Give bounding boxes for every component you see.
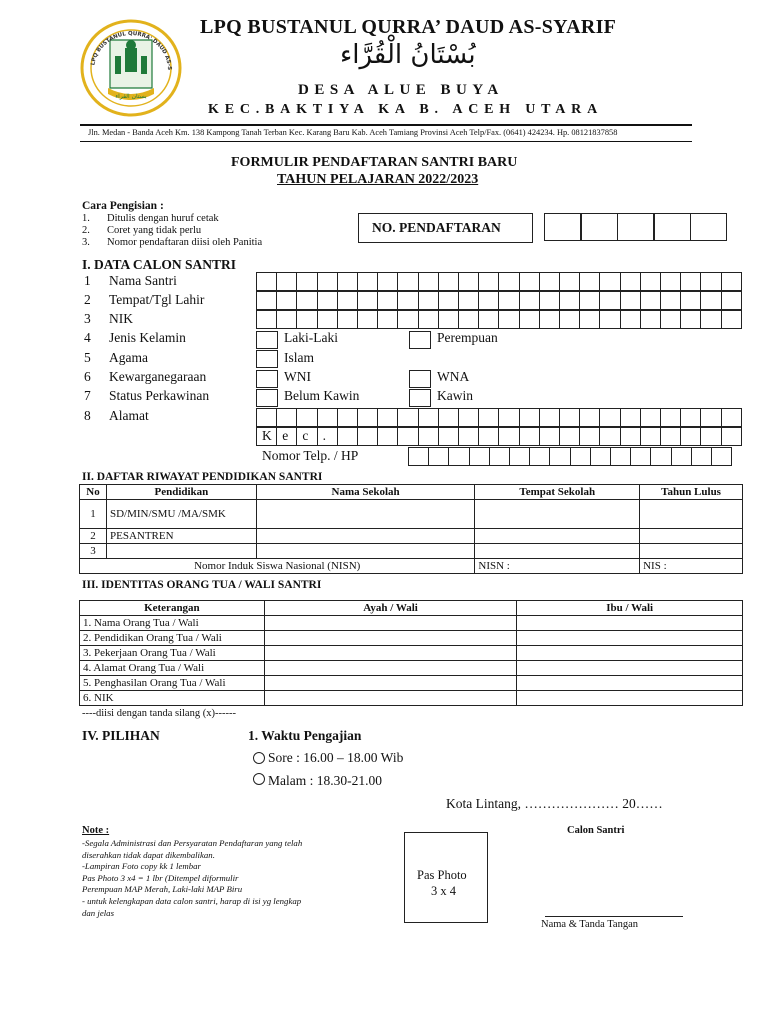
address-char-cell[interactable] xyxy=(721,408,742,427)
phone-char-cell[interactable] xyxy=(529,447,550,466)
nik-char-cell[interactable] xyxy=(458,310,479,329)
registration-digit-cell[interactable] xyxy=(581,213,618,241)
name-char-cell[interactable] xyxy=(256,272,277,291)
note-line: diserahkan tidak dapat dikembalikan. xyxy=(82,849,215,860)
instruction-num-3: 3. xyxy=(82,237,90,248)
name-char-cell[interactable] xyxy=(397,272,418,291)
address-char-cell[interactable] xyxy=(256,408,277,427)
district-char-cell[interactable] xyxy=(660,427,681,446)
nik-char-cell[interactable] xyxy=(721,310,742,329)
field-number: 2 xyxy=(84,292,91,307)
address-char-cell[interactable] xyxy=(357,408,378,427)
address-char-cell[interactable] xyxy=(397,408,418,427)
birth-char-cell[interactable] xyxy=(438,291,459,310)
name-char-cell[interactable] xyxy=(317,272,338,291)
nik-char-cell[interactable] xyxy=(438,310,459,329)
birth-char-cell[interactable] xyxy=(256,291,277,310)
nik-char-cell[interactable] xyxy=(337,310,358,329)
name-char-cell[interactable] xyxy=(579,272,600,291)
address-char-cell[interactable] xyxy=(478,408,499,427)
nik-char-cell[interactable] xyxy=(296,310,317,329)
address-char-cell[interactable] xyxy=(377,408,398,427)
instruction-text-2: Coret yang tidak perlu xyxy=(107,225,202,236)
phone-char-cell[interactable] xyxy=(671,447,692,466)
afternoon-radio[interactable] xyxy=(253,752,265,764)
district-char-cell[interactable] xyxy=(579,427,600,446)
photo-label: Pas Photo xyxy=(417,868,467,882)
edu-row-place[interactable] xyxy=(475,500,640,529)
phone-char-cell[interactable] xyxy=(650,447,671,466)
parent-row-label: 3. Pekerjaan Orang Tua / Wali xyxy=(80,646,265,661)
district-char-cell[interactable] xyxy=(478,427,499,446)
nik-char-cell[interactable] xyxy=(478,310,499,329)
wni-label: WNI xyxy=(284,369,311,384)
school-logo xyxy=(80,18,182,118)
district-prefix-letter: e xyxy=(282,428,289,443)
registration-digit-cell[interactable] xyxy=(654,213,691,241)
name-char-cell[interactable] xyxy=(478,272,499,291)
parent-row-label: 6. NIK xyxy=(80,691,265,706)
district-char-cell[interactable] xyxy=(599,427,620,446)
address-char-cell[interactable] xyxy=(700,408,721,427)
edu-row-year[interactable] xyxy=(640,544,743,559)
nik-char-cell[interactable] xyxy=(397,310,418,329)
birth-char-cell[interactable] xyxy=(519,291,540,310)
nik-char-cell[interactable] xyxy=(418,310,439,329)
nis-field[interactable]: NIS : xyxy=(640,559,743,574)
field-label: Tempat/Tgl Lahir xyxy=(109,292,205,307)
logo-ring-text: LPQ BUSTANUL QURRA' DAUD AS-S xyxy=(90,30,173,71)
phone-char-cell[interactable] xyxy=(570,447,591,466)
address-char-cell[interactable] xyxy=(296,408,317,427)
edu-header-place: Tempat Sekolah xyxy=(475,485,640,500)
islam-checkbox[interactable] xyxy=(256,350,278,368)
note-line: Perempuan MAP Merah, Laki-laki MAP Biru xyxy=(82,884,243,895)
name-char-cell[interactable] xyxy=(458,272,479,291)
phone-char-cell[interactable] xyxy=(630,447,651,466)
address-char-cell[interactable] xyxy=(660,408,681,427)
nisn-label: Nomor Induk Siswa Nasional (NISN) xyxy=(80,559,475,574)
address-char-cell[interactable] xyxy=(438,408,459,427)
edu-row-year[interactable] xyxy=(640,500,743,529)
note-line: - untuk kelengkapan data calon santri, harap di isi yg lengkap xyxy=(82,896,302,906)
registration-digit-cell[interactable] xyxy=(690,213,727,241)
logo-banner-text: بستان القراء xyxy=(115,93,147,100)
name-char-cell[interactable] xyxy=(498,272,519,291)
name-char-cell[interactable] xyxy=(700,272,721,291)
name-char-cell[interactable] xyxy=(418,272,439,291)
birth-char-cell[interactable] xyxy=(700,291,721,310)
islam-label: Islam xyxy=(284,350,314,365)
birth-char-cell[interactable] xyxy=(418,291,439,310)
mother-field[interactable] xyxy=(517,616,743,631)
nik-char-cell[interactable] xyxy=(620,310,641,329)
district-name: KEC.BAKTIYA KA B. ACEH UTARA xyxy=(208,102,604,117)
parent-row-label: 4. Alamat Orang Tua / Wali xyxy=(80,661,265,676)
phone-char-cell[interactable] xyxy=(448,447,469,466)
district-char-cell[interactable] xyxy=(498,427,519,446)
edu-row-school[interactable] xyxy=(256,529,475,544)
signature-line[interactable] xyxy=(545,916,683,917)
father-field[interactable] xyxy=(264,661,517,676)
name-char-cell[interactable] xyxy=(539,272,560,291)
name-char-cell[interactable] xyxy=(519,272,540,291)
birth-char-cell[interactable] xyxy=(680,291,701,310)
name-char-cell[interactable] xyxy=(620,272,641,291)
note-line: -Lampiran Foto copy kk 1 lembar xyxy=(82,861,201,872)
father-field[interactable] xyxy=(264,631,517,646)
nik-char-cell[interactable] xyxy=(539,310,560,329)
edu-header-year: Tahun Lulus xyxy=(640,485,743,500)
nik-char-cell[interactable] xyxy=(357,310,378,329)
note-line: -Segala Administrasi dan Persyaratan Pendaftaran yang telah xyxy=(82,838,303,848)
wna-checkbox[interactable] xyxy=(409,370,431,388)
field-number: 6 xyxy=(84,369,91,384)
wna-label: WNA xyxy=(437,369,470,384)
nik-char-cell[interactable] xyxy=(559,310,580,329)
female-checkbox[interactable] xyxy=(409,331,431,349)
address-char-cell[interactable] xyxy=(337,408,358,427)
address-char-cell[interactable] xyxy=(579,408,600,427)
evening-label: Malam : 18.30-21.00 xyxy=(268,773,382,788)
district-char-cell[interactable] xyxy=(397,427,418,446)
name-char-cell[interactable] xyxy=(296,272,317,291)
name-signature-label: Nama & Tanda Tangan xyxy=(541,919,638,930)
married-checkbox[interactable] xyxy=(409,389,431,407)
edu-header-level: Pendidikan xyxy=(106,485,256,500)
district-prefix-letter: c xyxy=(302,428,309,443)
name-char-cell[interactable] xyxy=(680,272,701,291)
parent-row-label: 2. Pendidikan Orang Tua / Wali xyxy=(80,631,265,646)
name-char-cell[interactable] xyxy=(337,272,358,291)
district-char-cell[interactable] xyxy=(721,427,742,446)
section2-heading: II. DAFTAR RIWAYAT PENDIDIKAN SANTRI xyxy=(82,471,323,483)
name-char-cell[interactable] xyxy=(559,272,580,291)
district-char-cell[interactable] xyxy=(620,427,641,446)
parent-row-label: 5. Penghasilan Orang Tua / Wali xyxy=(80,676,265,691)
parent-header-desc: Keterangan xyxy=(80,601,265,616)
birth-char-cell[interactable] xyxy=(620,291,641,310)
district-char-cell[interactable] xyxy=(519,427,540,446)
male-label: Laki-Laki xyxy=(284,330,338,345)
father-field[interactable] xyxy=(264,691,517,706)
birth-char-cell[interactable] xyxy=(478,291,499,310)
edu-row-level: PESANTREN xyxy=(106,529,256,544)
nik-char-cell[interactable] xyxy=(317,310,338,329)
district-char-cell[interactable] xyxy=(357,427,378,446)
address-char-cell[interactable] xyxy=(418,408,439,427)
field-label: Status Perkawinan xyxy=(109,388,210,403)
nik-char-cell[interactable] xyxy=(640,310,661,329)
parent-header-father: Ayah / Wali xyxy=(264,601,517,616)
edu-row-level xyxy=(106,544,256,559)
birth-char-cell[interactable] xyxy=(377,291,398,310)
field-label: Alamat xyxy=(109,408,149,423)
name-char-cell[interactable] xyxy=(438,272,459,291)
birth-char-cell[interactable] xyxy=(276,291,297,310)
note-line: dan jelas xyxy=(82,907,115,918)
phone-char-cell[interactable] xyxy=(610,447,631,466)
district-char-cell[interactable] xyxy=(458,427,479,446)
education-table xyxy=(79,484,743,574)
address-char-cell[interactable] xyxy=(519,408,540,427)
nik-char-cell[interactable] xyxy=(660,310,681,329)
place-date: Kota Lintang, ………………… 20…… xyxy=(446,796,663,811)
afternoon-label: Sore : 16.00 – 18.00 Wib xyxy=(268,750,404,765)
phone-char-cell[interactable] xyxy=(691,447,712,466)
single-label: Belum Kawin xyxy=(284,388,360,403)
field-label: Agama xyxy=(109,350,148,365)
edu-row-place[interactable] xyxy=(475,529,640,544)
phone-label: Nomor Telp. / HP xyxy=(262,448,359,463)
phone-char-cell[interactable] xyxy=(549,447,570,466)
name-char-cell[interactable] xyxy=(599,272,620,291)
nik-char-cell[interactable] xyxy=(519,310,540,329)
father-field[interactable] xyxy=(264,646,517,661)
birth-char-cell[interactable] xyxy=(660,291,681,310)
note-line: Pas Photo 3 x4 = 1 lbr (Ditempel diformulir xyxy=(82,872,239,883)
birth-char-cell[interactable] xyxy=(317,291,338,310)
birth-char-cell[interactable] xyxy=(397,291,418,310)
field-number: 5 xyxy=(84,350,91,365)
female-label: Perempuan xyxy=(437,330,498,345)
instructions-heading: Cara Pengisian : xyxy=(82,200,164,212)
district-char-cell[interactable] xyxy=(700,427,721,446)
nisn-field[interactable]: NISN : xyxy=(475,559,640,574)
name-char-cell[interactable] xyxy=(276,272,297,291)
registration-label: NO. PENDAFTARAN xyxy=(372,220,501,235)
address-char-cell[interactable] xyxy=(458,408,479,427)
field-number: 3 xyxy=(84,311,91,326)
district-char-cell[interactable] xyxy=(438,427,459,446)
phone-char-cell[interactable] xyxy=(469,447,490,466)
phone-char-cell[interactable] xyxy=(408,447,429,466)
phone-char-cell[interactable] xyxy=(509,447,530,466)
address-char-cell[interactable] xyxy=(620,408,641,427)
field-number: 4 xyxy=(84,330,91,345)
instruction-text-1: Ditulis dengan huruf cetak xyxy=(107,213,219,224)
district-char-cell[interactable] xyxy=(559,427,580,446)
address-char-cell[interactable] xyxy=(559,408,580,427)
nik-char-cell[interactable] xyxy=(599,310,620,329)
name-char-cell[interactable] xyxy=(640,272,661,291)
field-label: Nama Santri xyxy=(109,273,177,288)
candidate-label: Calon Santri xyxy=(567,825,625,836)
name-char-cell[interactable] xyxy=(357,272,378,291)
single-checkbox[interactable] xyxy=(256,389,278,407)
form-title: FORMULIR PENDAFTARAN SANTRI BARU xyxy=(231,155,518,170)
edu-row-school[interactable] xyxy=(256,544,475,559)
father-field[interactable] xyxy=(264,616,517,631)
name-char-cell[interactable] xyxy=(721,272,742,291)
married-label: Kawin xyxy=(437,388,473,403)
header-rule-thin xyxy=(80,141,692,142)
address-char-cell[interactable] xyxy=(680,408,701,427)
parent-table xyxy=(79,600,743,706)
nik-char-cell[interactable] xyxy=(680,310,701,329)
section3-heading: III. IDENTITAS ORANG TUA / WALI SANTRI xyxy=(82,579,322,591)
edu-row-no: 2 xyxy=(80,529,107,544)
nik-char-cell[interactable] xyxy=(700,310,721,329)
field-label: Jenis Kelamin xyxy=(109,330,186,345)
father-field[interactable] xyxy=(264,676,517,691)
registration-digit-cell[interactable] xyxy=(544,213,581,241)
birth-char-cell[interactable] xyxy=(458,291,479,310)
birth-char-cell[interactable] xyxy=(296,291,317,310)
birth-char-cell[interactable] xyxy=(337,291,358,310)
edu-row-no: 3 xyxy=(80,544,107,559)
district-char-cell[interactable] xyxy=(680,427,701,446)
district-char-cell[interactable] xyxy=(539,427,560,446)
instruction-num-1: 1. xyxy=(82,213,90,224)
edu-header-school: Nama Sekolah xyxy=(256,485,475,500)
phone-char-cell[interactable] xyxy=(590,447,611,466)
address-char-cell[interactable] xyxy=(276,408,297,427)
edu-row-school[interactable] xyxy=(256,500,475,529)
edu-row-no: 1 xyxy=(80,500,107,529)
field-label: Kewarganegaraan xyxy=(109,369,207,384)
address-char-cell[interactable] xyxy=(539,408,560,427)
district-prefix-letter: . xyxy=(322,428,326,443)
name-char-cell[interactable] xyxy=(377,272,398,291)
nik-char-cell[interactable] xyxy=(579,310,600,329)
district-char-cell[interactable] xyxy=(377,427,398,446)
note-heading: Note : xyxy=(82,825,110,836)
wni-checkbox[interactable] xyxy=(256,370,278,388)
name-char-cell[interactable] xyxy=(660,272,681,291)
birth-char-cell[interactable] xyxy=(357,291,378,310)
edu-header-no: No xyxy=(80,485,107,500)
mother-field[interactable] xyxy=(517,646,743,661)
field-number: 8 xyxy=(84,408,91,423)
field-label: NIK xyxy=(109,311,133,326)
field-number: 1 xyxy=(84,273,91,288)
birth-char-cell[interactable] xyxy=(559,291,580,310)
mother-field[interactable] xyxy=(517,691,743,706)
evening-radio[interactable] xyxy=(253,773,265,785)
birth-char-cell[interactable] xyxy=(599,291,620,310)
address-char-cell[interactable] xyxy=(498,408,519,427)
district-char-cell[interactable] xyxy=(418,427,439,446)
birth-char-cell[interactable] xyxy=(498,291,519,310)
address-char-cell[interactable] xyxy=(640,408,661,427)
address-char-cell[interactable] xyxy=(317,408,338,427)
study-time-heading: 1. Waktu Pengajian xyxy=(248,728,362,743)
district-char-cell[interactable] xyxy=(337,427,358,446)
cross-mark-note: ----diisi dengan tanda silang (x)------ xyxy=(82,708,236,719)
edu-row-level: SD/MIN/SMU /MA/SMK xyxy=(106,500,256,529)
instruction-text-3: Nomor pendaftaran diisi oleh Panitia xyxy=(107,237,263,248)
institution-name: LPQ BUSTANUL QURRA’ DAUD AS-SYARIF xyxy=(200,16,617,38)
birth-char-cell[interactable] xyxy=(640,291,661,310)
district-char-cell[interactable] xyxy=(640,427,661,446)
section1-heading: I. DATA CALON SANTRI xyxy=(82,257,237,272)
birth-char-cell[interactable] xyxy=(539,291,560,310)
birth-char-cell[interactable] xyxy=(579,291,600,310)
nik-char-cell[interactable] xyxy=(377,310,398,329)
district-prefix-letter: K xyxy=(262,428,272,443)
address-line: Jln. Medan - Banda Aceh Km. 138 Kampong Tanah Terban Kec. Karang Baru Kab. Aceh Tamiang Provinsi Aceh Telp/Fax. (0641) 424234. Hp. 08121837858 xyxy=(88,128,618,137)
parent-header-mother: Ibu / Wali xyxy=(517,601,743,616)
arabic-name: بُسْتَانُ الْقُرَّاء xyxy=(340,40,476,70)
field-number: 7 xyxy=(84,388,91,403)
registration-digit-cell[interactable] xyxy=(617,213,654,241)
edu-row-place[interactable] xyxy=(475,544,640,559)
nik-char-cell[interactable] xyxy=(256,310,277,329)
header-rule-thick xyxy=(80,124,692,126)
village-name: DESA ALUE BUYA xyxy=(298,82,504,98)
mother-field[interactable] xyxy=(517,661,743,676)
parent-row-label: 1. Nama Orang Tua / Wali xyxy=(80,616,265,631)
nik-char-cell[interactable] xyxy=(276,310,297,329)
phone-char-cell[interactable] xyxy=(428,447,449,466)
instruction-num-2: 2. xyxy=(82,225,90,236)
nik-char-cell[interactable] xyxy=(498,310,519,329)
mother-field[interactable] xyxy=(517,631,743,646)
edu-row-year[interactable] xyxy=(640,529,743,544)
phone-char-cell[interactable] xyxy=(711,447,732,466)
photo-size: 3 x 4 xyxy=(431,884,456,898)
section4-heading: IV. PILIHAN xyxy=(82,728,160,743)
birth-char-cell[interactable] xyxy=(721,291,742,310)
male-checkbox[interactable] xyxy=(256,331,278,349)
district-char-cell[interactable] xyxy=(317,427,338,446)
phone-char-cell[interactable] xyxy=(489,447,510,466)
form-year: TAHUN PELAJARAN 2022/2023 xyxy=(277,172,479,187)
address-char-cell[interactable] xyxy=(599,408,620,427)
mother-field[interactable] xyxy=(517,676,743,691)
